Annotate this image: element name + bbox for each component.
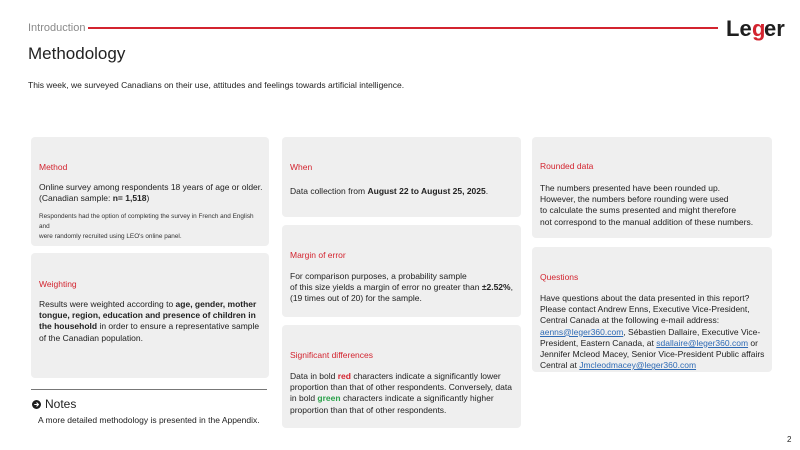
margin-line3: (19 times out of 20) for the sample. xyxy=(290,293,422,304)
margin-text xyxy=(290,271,515,305)
rounded-line1: The numbers presented have been rounded up. xyxy=(540,183,721,193)
method-line2: (Canadian sample: n= 1,518) xyxy=(39,193,150,204)
leger-logo xyxy=(726,14,786,48)
arrow-circle-right-icon xyxy=(32,400,41,409)
email-link-macey[interactable]: Jmcleodmacey@leger360.com xyxy=(579,360,697,371)
significant-text: Data in bold red characters indicate a significantly lower proportion than that of other respondents. Conversely, data in bold green characters indicate a significantly higher proportion than that of other respondents. xyxy=(290,371,512,415)
svg-text:er: er xyxy=(764,16,785,41)
method-note-line2: were randomly recruited using LEO's online panel. xyxy=(39,233,182,240)
margin-card xyxy=(282,225,521,317)
svg-text:g: g xyxy=(752,16,766,41)
questions-card xyxy=(532,247,772,372)
weighting-text: Results were weighted according to age, gender, mother tongue, region, education and presence of children in the household in order to ensure a representative sample of the Canadian population. xyxy=(39,299,260,343)
margin-line2: of this size yields a margin of error no greater than ±2.52%, xyxy=(290,282,513,293)
page-title: Methodology xyxy=(28,44,126,63)
rounded-card xyxy=(532,137,772,238)
weighting-card xyxy=(31,253,269,378)
svg-text:Le: Le xyxy=(726,16,752,41)
method-note xyxy=(39,212,263,242)
rounded-text xyxy=(540,183,766,228)
email-link-dallaire[interactable]: sdallaire@leger360.com xyxy=(656,337,749,348)
card-title-questions: Questions xyxy=(540,272,579,282)
notes-text: A more detailed methodology is presented in the Appendix. xyxy=(38,415,260,425)
card-title-method: Method xyxy=(39,162,68,172)
notes-title: Notes xyxy=(45,397,77,411)
rounded-line3: to calculate the sums presented and might therefore xyxy=(540,205,737,216)
notes-divider xyxy=(31,389,267,390)
header-rule xyxy=(88,27,718,29)
page-number: 2 xyxy=(787,435,792,444)
red-word: red xyxy=(337,371,351,381)
card-title-rounded: Rounded data xyxy=(540,161,594,171)
weighting-factors: age, gender, mother tongue, region, education and presence of children in the household xyxy=(39,299,257,332)
margin-value: ±2.52% xyxy=(481,282,511,293)
notes-heading xyxy=(32,397,76,411)
method-text xyxy=(39,182,263,204)
green-word: green xyxy=(317,393,341,404)
margin-line1: For comparison purposes, a probability sample xyxy=(290,271,467,281)
significant-card xyxy=(282,325,521,428)
when-text: Data collection from August 22 to August 25, 2025. xyxy=(290,186,489,196)
card-title-significant: Significant differences xyxy=(290,350,374,360)
rounded-line4: not correspond to the manual addition of these numbers. xyxy=(540,216,754,227)
questions-text: Have questions about the data presented in this report? Please contact Andrew Enns, Executive Vice-President, Central Canada at the following e-mail address: aenns@leger360.com, Sébastien Dallaire, Executive Vice-President, Eastern Canada, at sdallaire@leger360.com or Jennifer Mcleod Macey, Senior Vice-President Public affairs Central at Jmcleodmacey@leger360.com xyxy=(540,293,765,371)
when-card xyxy=(282,137,521,217)
card-title-margin: Margin of error xyxy=(290,250,346,260)
intro-text: This week, we surveyed Canadians on their use, attitudes and feelings towards artificial intelligence. xyxy=(28,80,405,90)
email-link-enns[interactable]: aenns@leger360.com xyxy=(540,326,624,337)
collection-dates: August 22 to August 25, 2025 xyxy=(367,186,486,196)
method-card xyxy=(31,137,269,246)
card-title-weighting: Weighting xyxy=(39,279,77,289)
section-label: Introduction xyxy=(28,22,86,34)
card-title-when: When xyxy=(290,162,313,172)
method-note-line1: Respondents had the option of completing the survey in French and English and xyxy=(39,213,254,230)
sample-size: n= 1,518 xyxy=(112,193,147,204)
rounded-line2: However, the numbers before rounding were used xyxy=(540,194,729,205)
method-line1: Online survey among respondents 18 years of age or older. xyxy=(39,182,263,192)
